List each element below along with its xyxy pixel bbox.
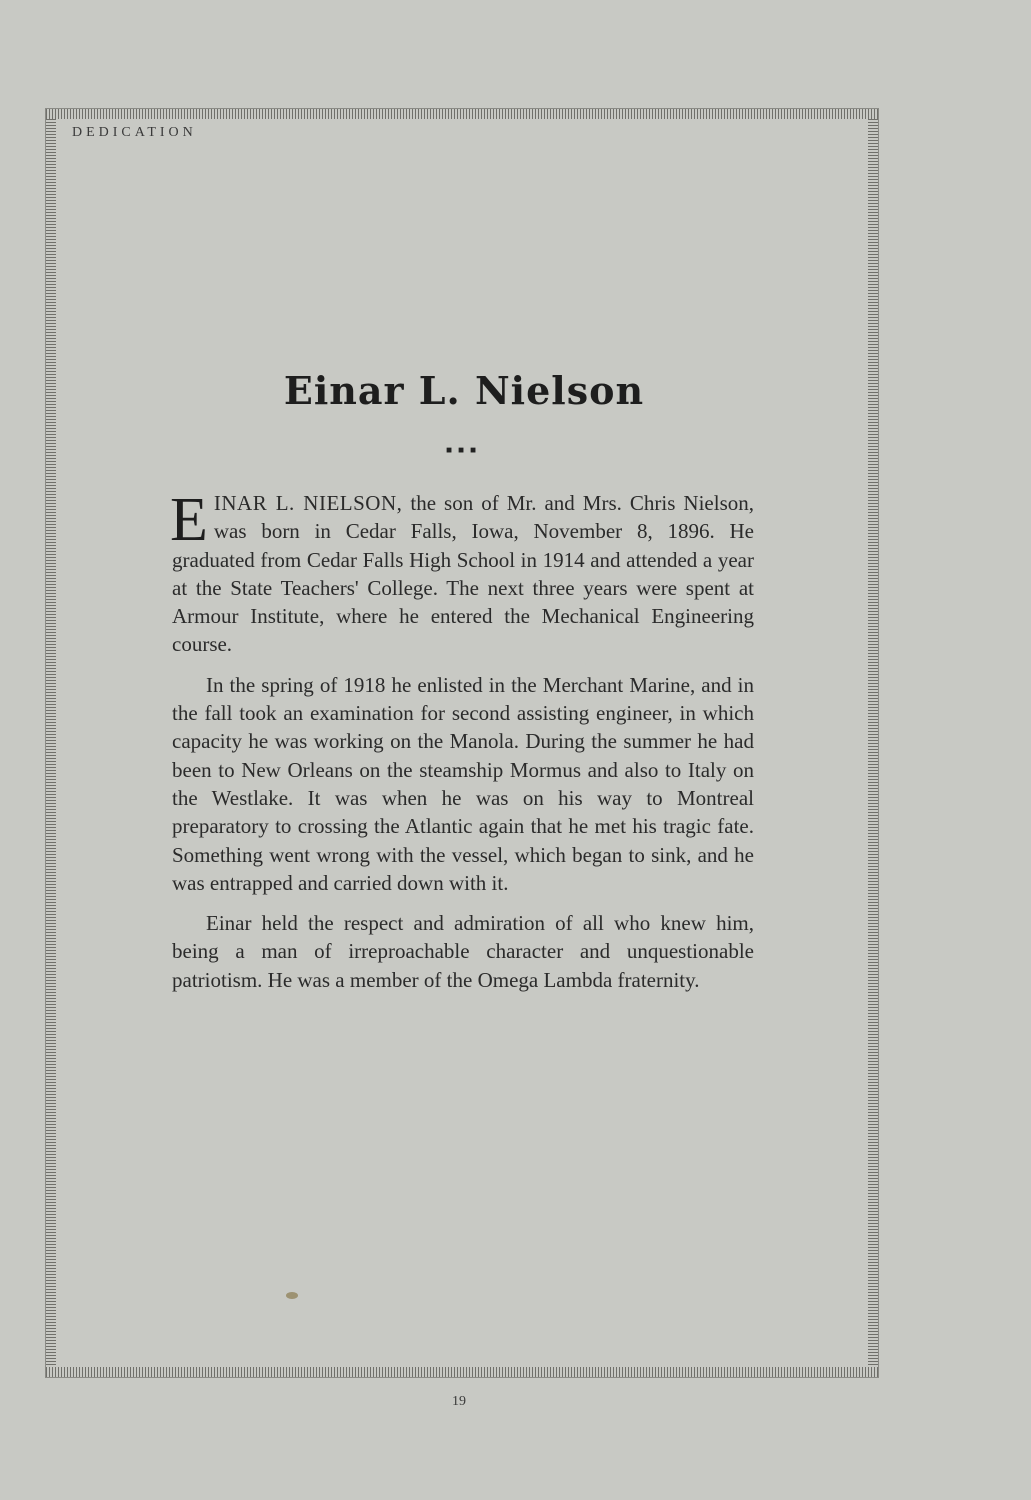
paragraph-3: Einar held the respect and admiration of all who knew him, being a man of irreproachable character and unquestionable patriotism. He was a member of the Omega Lambda fraternity. <box>172 911 754 992</box>
article-body <box>170 486 754 1006</box>
ornament-divider: ■■■ <box>445 445 483 456</box>
dedication-title: Einar L. Nielson <box>283 368 645 413</box>
lead-caps: INAR L. NIELSON, <box>213 491 403 515</box>
paragraph-1 <box>170 486 754 659</box>
paragraph-1-text: the son of Mr. and Mrs. Chris Nielson, was born in Cedar Falls, Iowa, November 8, 1896. He graduated from Cedar Falls High School in 1914 and attended a year at the State Teachers' College. The next three years were spent at Armour Institute, where he entered the Mechanical Engineering course. <box>172 491 754 657</box>
drop-cap: E <box>170 486 208 554</box>
paragraph-2: In the spring of 1918 he enlisted in the Merchant Marine, and in the fall took an examination for second assisting engineer, in which capacity he was working on the Manola. During the summer he had been to New Orleans on the steamship Mormus and also to Italy on the Westlake. It was when he was on his way to Montreal preparatory to crossing the Atlantic again that he met his tragic fate. Something went wrong with the vessel, which began to sink, and he was entrapped and carried down with it. <box>172 672 754 895</box>
paper-speck <box>286 1292 298 1299</box>
page-number: 19 <box>452 1394 466 1409</box>
section-label: DEDICATION <box>72 125 197 140</box>
